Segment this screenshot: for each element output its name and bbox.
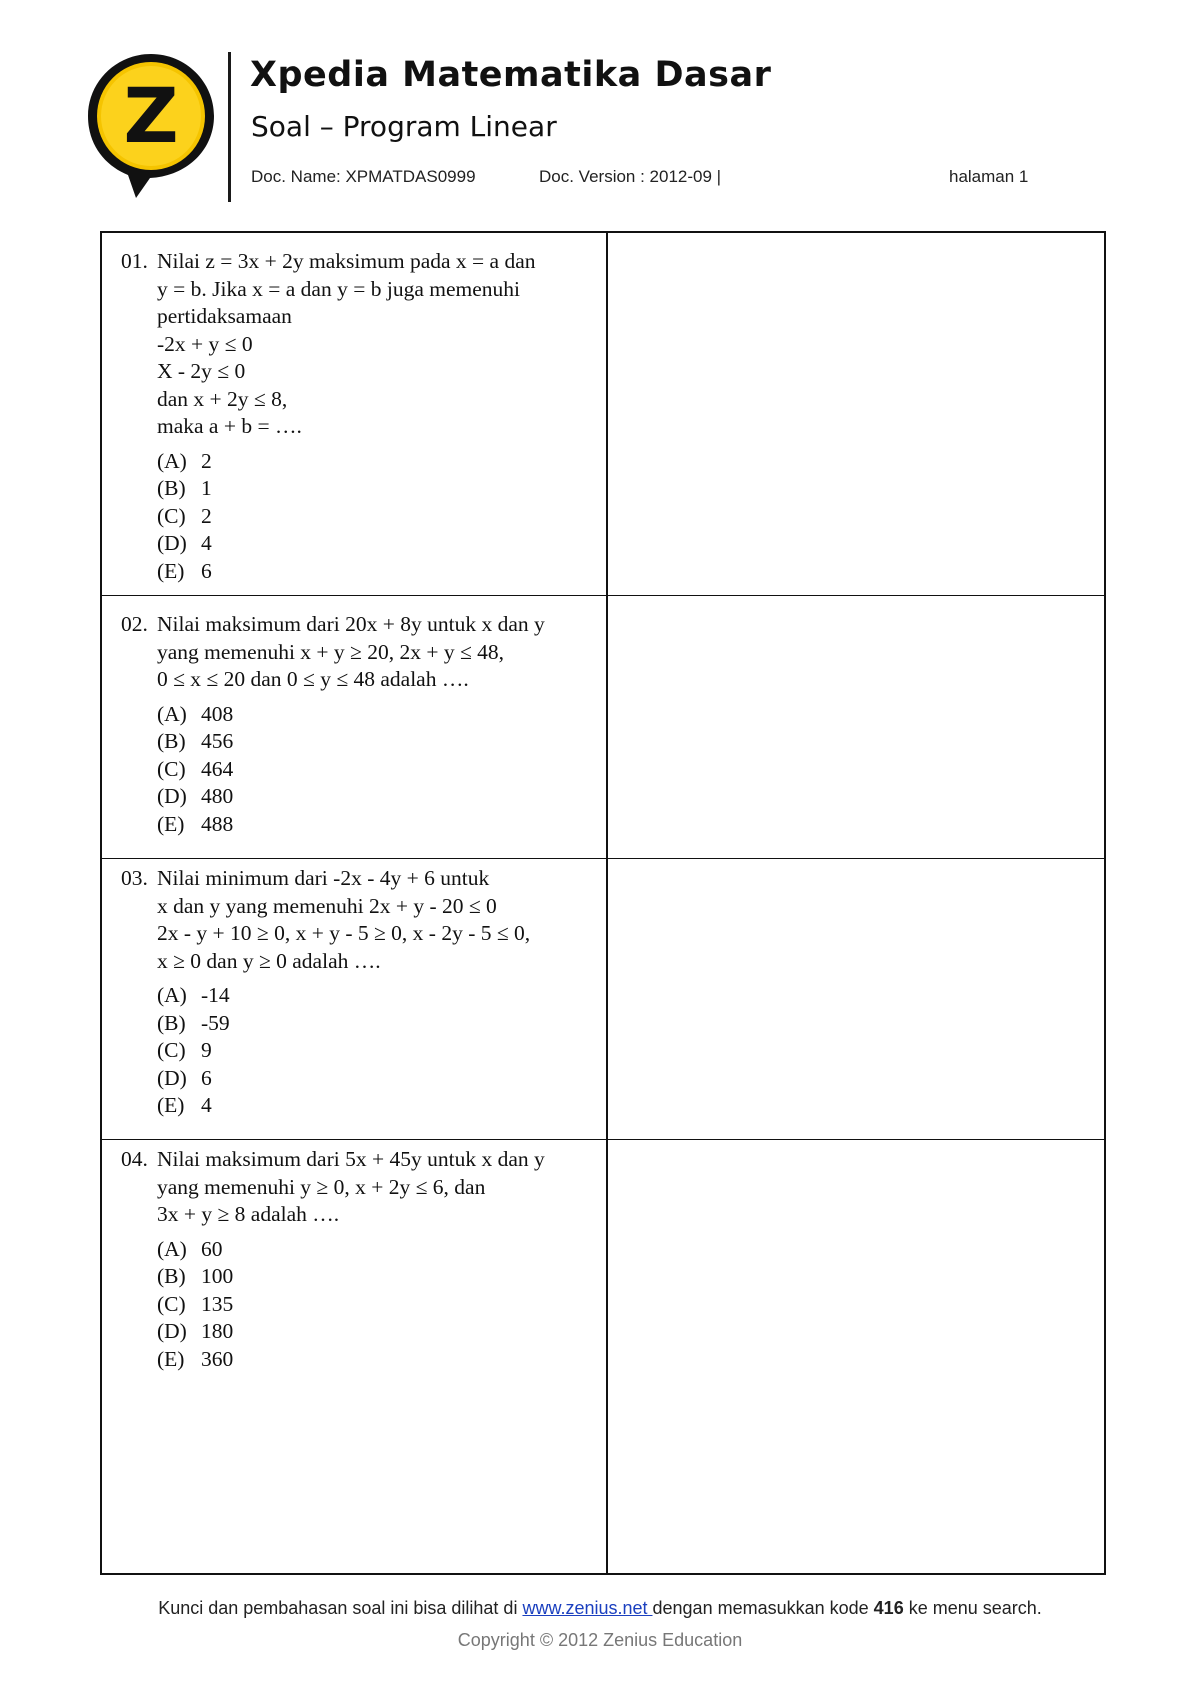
row-divider bbox=[100, 858, 1106, 859]
option-a: (A) 60 bbox=[157, 1236, 223, 1261]
option-d: (D) 480 bbox=[157, 784, 234, 808]
answer-options bbox=[121, 1236, 591, 1374]
question-number: 01. bbox=[121, 249, 148, 273]
row-divider bbox=[100, 595, 1106, 596]
answer-options bbox=[121, 448, 591, 586]
option-e: (E) 488 bbox=[157, 811, 234, 836]
row-divider bbox=[100, 1139, 1106, 1140]
question-text: x dan y yang memenuhi 2x + y - 20 ≤ 0 bbox=[157, 893, 497, 918]
option-a: (A) -14 bbox=[157, 983, 230, 1007]
option-e: (E) 6 bbox=[157, 558, 212, 583]
question-text: Nilai z = 3x + 2y maksimum pada x = a dan bbox=[157, 249, 536, 273]
question-text: Nilai maksimum dari 5x + 45y untuk x dan y bbox=[157, 1147, 545, 1171]
option-d: (D) 6 bbox=[157, 1065, 212, 1090]
question-text: 0 ≤ x ≤ 20 dan 0 ≤ y ≤ 48 adalah …. bbox=[157, 667, 469, 691]
option-c: (C) 135 bbox=[157, 1291, 234, 1316]
column-divider bbox=[606, 231, 608, 1575]
option-c: (C) 464 bbox=[157, 756, 234, 781]
answer-options bbox=[121, 701, 591, 839]
question-text: Nilai maksimum dari 20x + 8y untuk x dan y bbox=[157, 612, 545, 636]
zenius-logo bbox=[84, 50, 218, 202]
page-number: halaman 1 bbox=[949, 167, 1029, 186]
option-d: (D) 4 bbox=[157, 531, 212, 555]
option-b: (B) 100 bbox=[157, 1264, 234, 1288]
answer-options bbox=[121, 982, 591, 1120]
question-text: pertidaksamaan bbox=[157, 304, 292, 328]
question-01 bbox=[121, 248, 591, 585]
doc-version: Doc. Version : 2012-09 | bbox=[539, 167, 722, 186]
option-e: (E) 360 bbox=[157, 1346, 234, 1371]
question-02 bbox=[121, 611, 591, 838]
option-c: (C) 9 bbox=[157, 1038, 212, 1062]
option-d: (D) 180 bbox=[157, 1319, 234, 1343]
page-title: Xpedia Matematika Dasar bbox=[250, 55, 772, 95]
question-number: 03. bbox=[121, 866, 148, 890]
option-e: (E) 4 bbox=[157, 1093, 212, 1117]
question-text: Nilai minimum dari -2x - 4y + 6 untuk bbox=[157, 866, 490, 890]
question-text: maka a + b = …. bbox=[157, 414, 302, 438]
option-a: (A) 408 bbox=[157, 701, 234, 726]
question-text: y = b. Jika x = a dan y = b juga memenuhi bbox=[157, 276, 520, 301]
option-c: (C) 2 bbox=[157, 503, 212, 528]
question-text: 3x + y ≥ 8 adalah …. bbox=[157, 1202, 340, 1226]
logo-letter: Z bbox=[123, 71, 179, 160]
question-text: 2x - y + 10 ≥ 0, x + y - 5 ≥ 0, x - 2y - 5 ≤ 0, bbox=[157, 921, 531, 945]
question-text: yang memenuhi y ≥ 0, x + 2y ≤ 6, dan bbox=[157, 1174, 486, 1199]
zenius-link[interactable]: www.zenius.net bbox=[522, 1598, 653, 1618]
option-a: (A) 2 bbox=[157, 448, 212, 473]
access-code: 416 bbox=[873, 1598, 904, 1618]
option-b: (B) -59 bbox=[157, 1010, 230, 1035]
option-b: (B) 1 bbox=[157, 476, 212, 500]
header-divider bbox=[228, 52, 231, 202]
copyright: Copyright © 2012 Zenius Education bbox=[457, 1630, 743, 1650]
question-text: x ≥ 0 dan y ≥ 0 adalah …. bbox=[157, 948, 381, 973]
question-number: 02. bbox=[121, 612, 148, 636]
footer-note: Kunci dan pembahasan soal ini bisa dilihat di www.zenius.net dengan memasukkan kode 416 ke menu search. bbox=[158, 1598, 1042, 1618]
question-04 bbox=[121, 1146, 591, 1373]
option-b: (B) 456 bbox=[157, 729, 234, 753]
question-text: -2x + y ≤ 0 bbox=[157, 331, 253, 356]
doc-name: Doc. Name: XPMATDAS0999 bbox=[251, 167, 476, 186]
question-text: dan x + 2y ≤ 8, bbox=[157, 386, 288, 411]
question-text: yang memenuhi x + y ≥ 20, 2x + y ≤ 48, bbox=[157, 639, 505, 664]
question-text: X - 2y ≤ 0 bbox=[157, 359, 246, 383]
page-subtitle: Soal – Program Linear bbox=[251, 110, 557, 143]
question-03 bbox=[121, 865, 591, 1120]
question-number: 04. bbox=[121, 1147, 148, 1171]
